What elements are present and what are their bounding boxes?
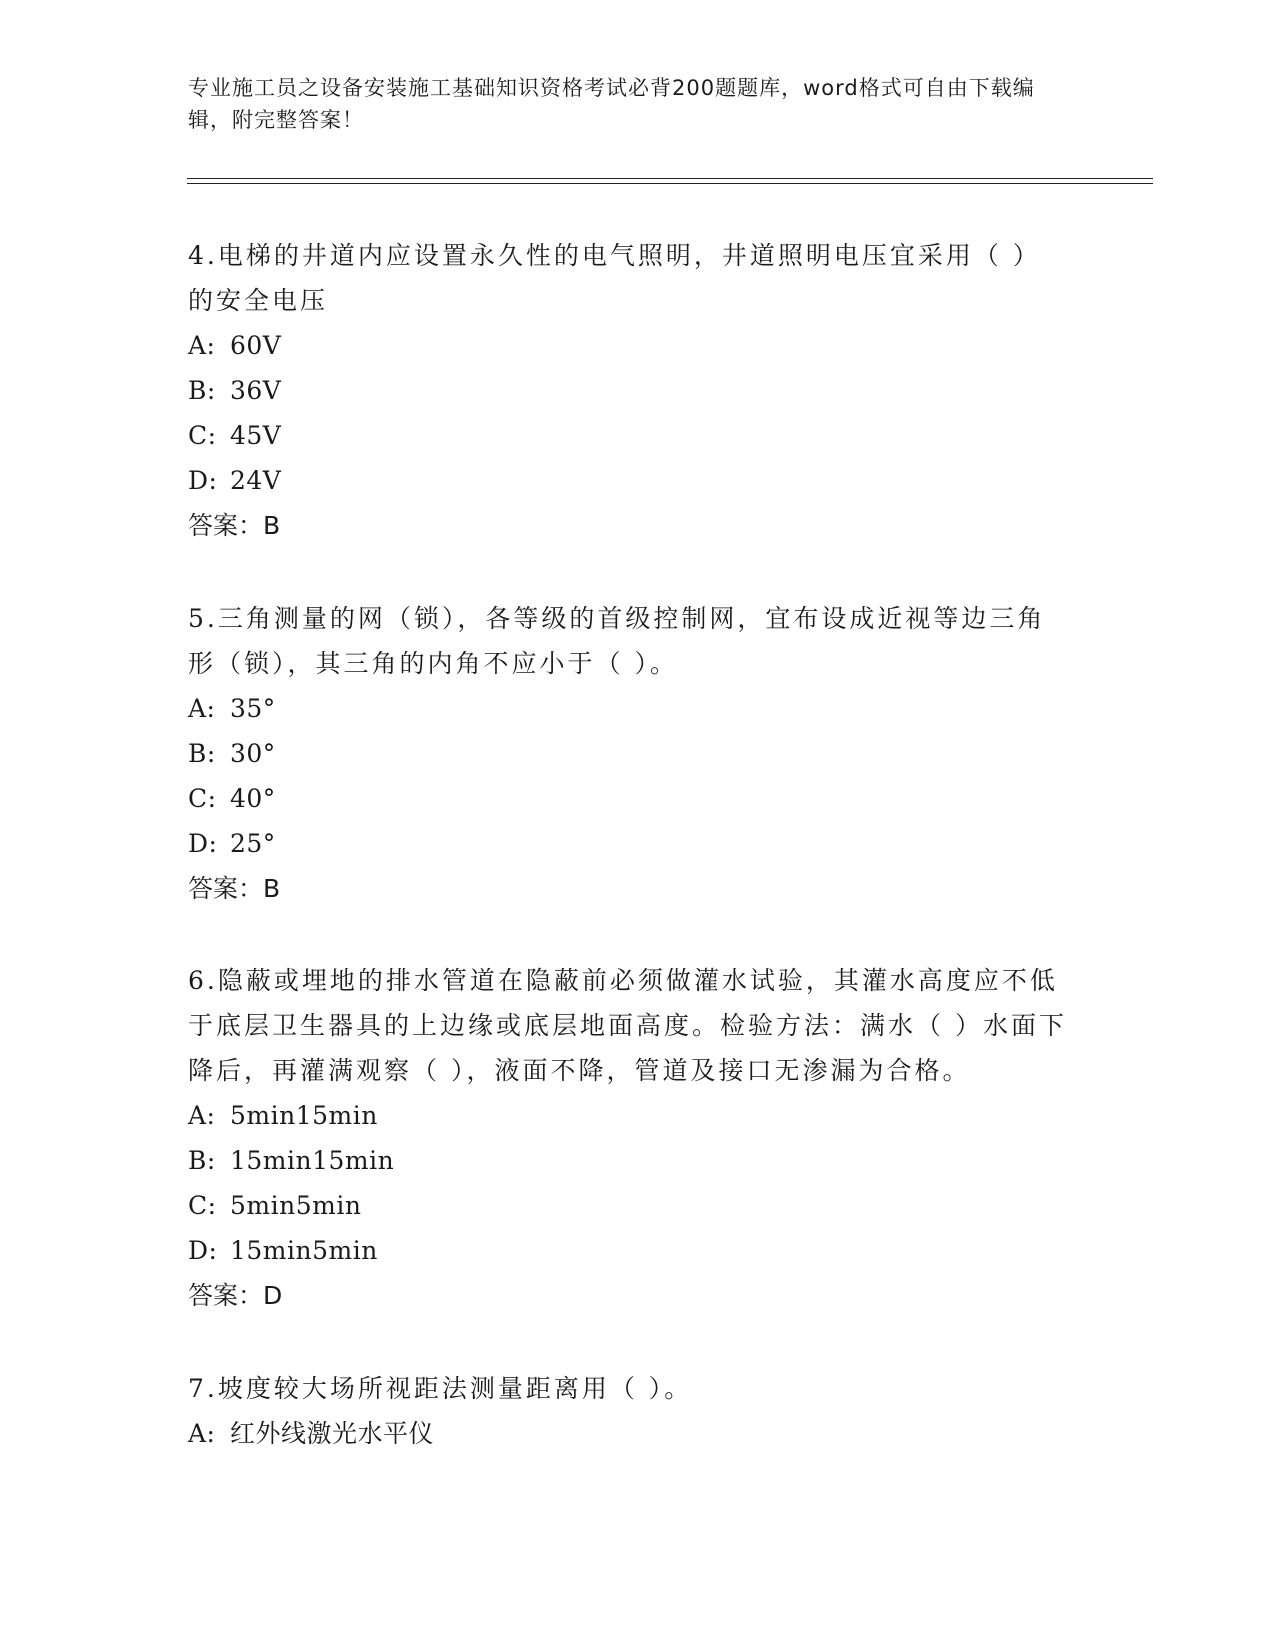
option-label: D: [188, 466, 218, 495]
option-label: A: [188, 331, 216, 360]
option-label: C: [188, 421, 217, 450]
option-text: 5min5min [230, 1191, 362, 1220]
option-a [188, 323, 1068, 368]
option-b [188, 731, 1068, 776]
option-a [188, 1093, 1068, 1138]
option-text: 24V [230, 466, 282, 495]
option-d [188, 1228, 1068, 1273]
question-stem: 6.隐蔽或埋地的排水管道在隐蔽前必须做灌水试验，其灌水高度应不低于底层卫生器具的上边缘或底层地面高度。检验方法：满水（ ）水面下降后，再灌满观察（ ），液面不降，管道及接口无渗漏为合格。 [188, 966, 1067, 1085]
option-label: D: [188, 829, 218, 858]
question-7 [188, 1366, 1068, 1456]
option-label: D: [188, 1236, 218, 1265]
question-stem: 5.三角测量的网（锁），各等级的首级控制网，宜布设成近视等边三角形（锁），其三角的内角不应小于（ ）。 [188, 604, 1046, 678]
option-text: 40° [230, 784, 276, 813]
option-c [188, 776, 1068, 821]
option-d [188, 821, 1068, 866]
option-text: 25° [230, 829, 276, 858]
answer-line: 答案：B [188, 511, 281, 540]
option-label: B: [188, 376, 216, 405]
answer-line: 答案：B [188, 874, 281, 903]
option-text: 60V [230, 331, 282, 360]
option-text: 红外线激光水平仪 [230, 1419, 435, 1448]
option-label: B: [188, 739, 216, 768]
option-b [188, 368, 1068, 413]
option-label: A: [188, 1101, 216, 1130]
option-text: 15min15min [230, 1146, 395, 1175]
option-b [188, 1138, 1068, 1183]
option-label: B: [188, 1146, 216, 1175]
header-divider-top [187, 178, 1153, 179]
header-divider-bottom [187, 183, 1153, 184]
question-5 [188, 596, 1068, 911]
option-text: 35° [230, 694, 276, 723]
option-label: A: [188, 1419, 216, 1448]
option-text: 36V [230, 376, 282, 405]
option-label: C: [188, 1191, 217, 1220]
question-stem: 4.电梯的井道内应设置永久性的电气照明，井道照明电压宜采用（ ）的安全电压 [188, 241, 1041, 315]
question-6 [188, 958, 1068, 1318]
option-d [188, 458, 1068, 503]
answer-line: 答案：D [188, 1281, 283, 1310]
option-label: C: [188, 784, 217, 813]
option-c [188, 413, 1068, 458]
option-label: A: [188, 694, 216, 723]
option-a [188, 1411, 1068, 1456]
document-header: 专业施工员之设备安装施工基础知识资格考试必背200题题库，word格式可自由下载编辑，附完整答案！ [188, 76, 1035, 132]
option-c [188, 1183, 1068, 1228]
option-text: 15min5min [230, 1236, 378, 1265]
question-stem: 7.坡度较大场所视距法测量距离用（ ）。 [188, 1374, 693, 1403]
option-text: 30° [230, 739, 276, 768]
question-4 [188, 233, 1068, 548]
option-text: 5min15min [230, 1101, 378, 1130]
option-text: 45V [230, 421, 282, 450]
option-a [188, 686, 1068, 731]
